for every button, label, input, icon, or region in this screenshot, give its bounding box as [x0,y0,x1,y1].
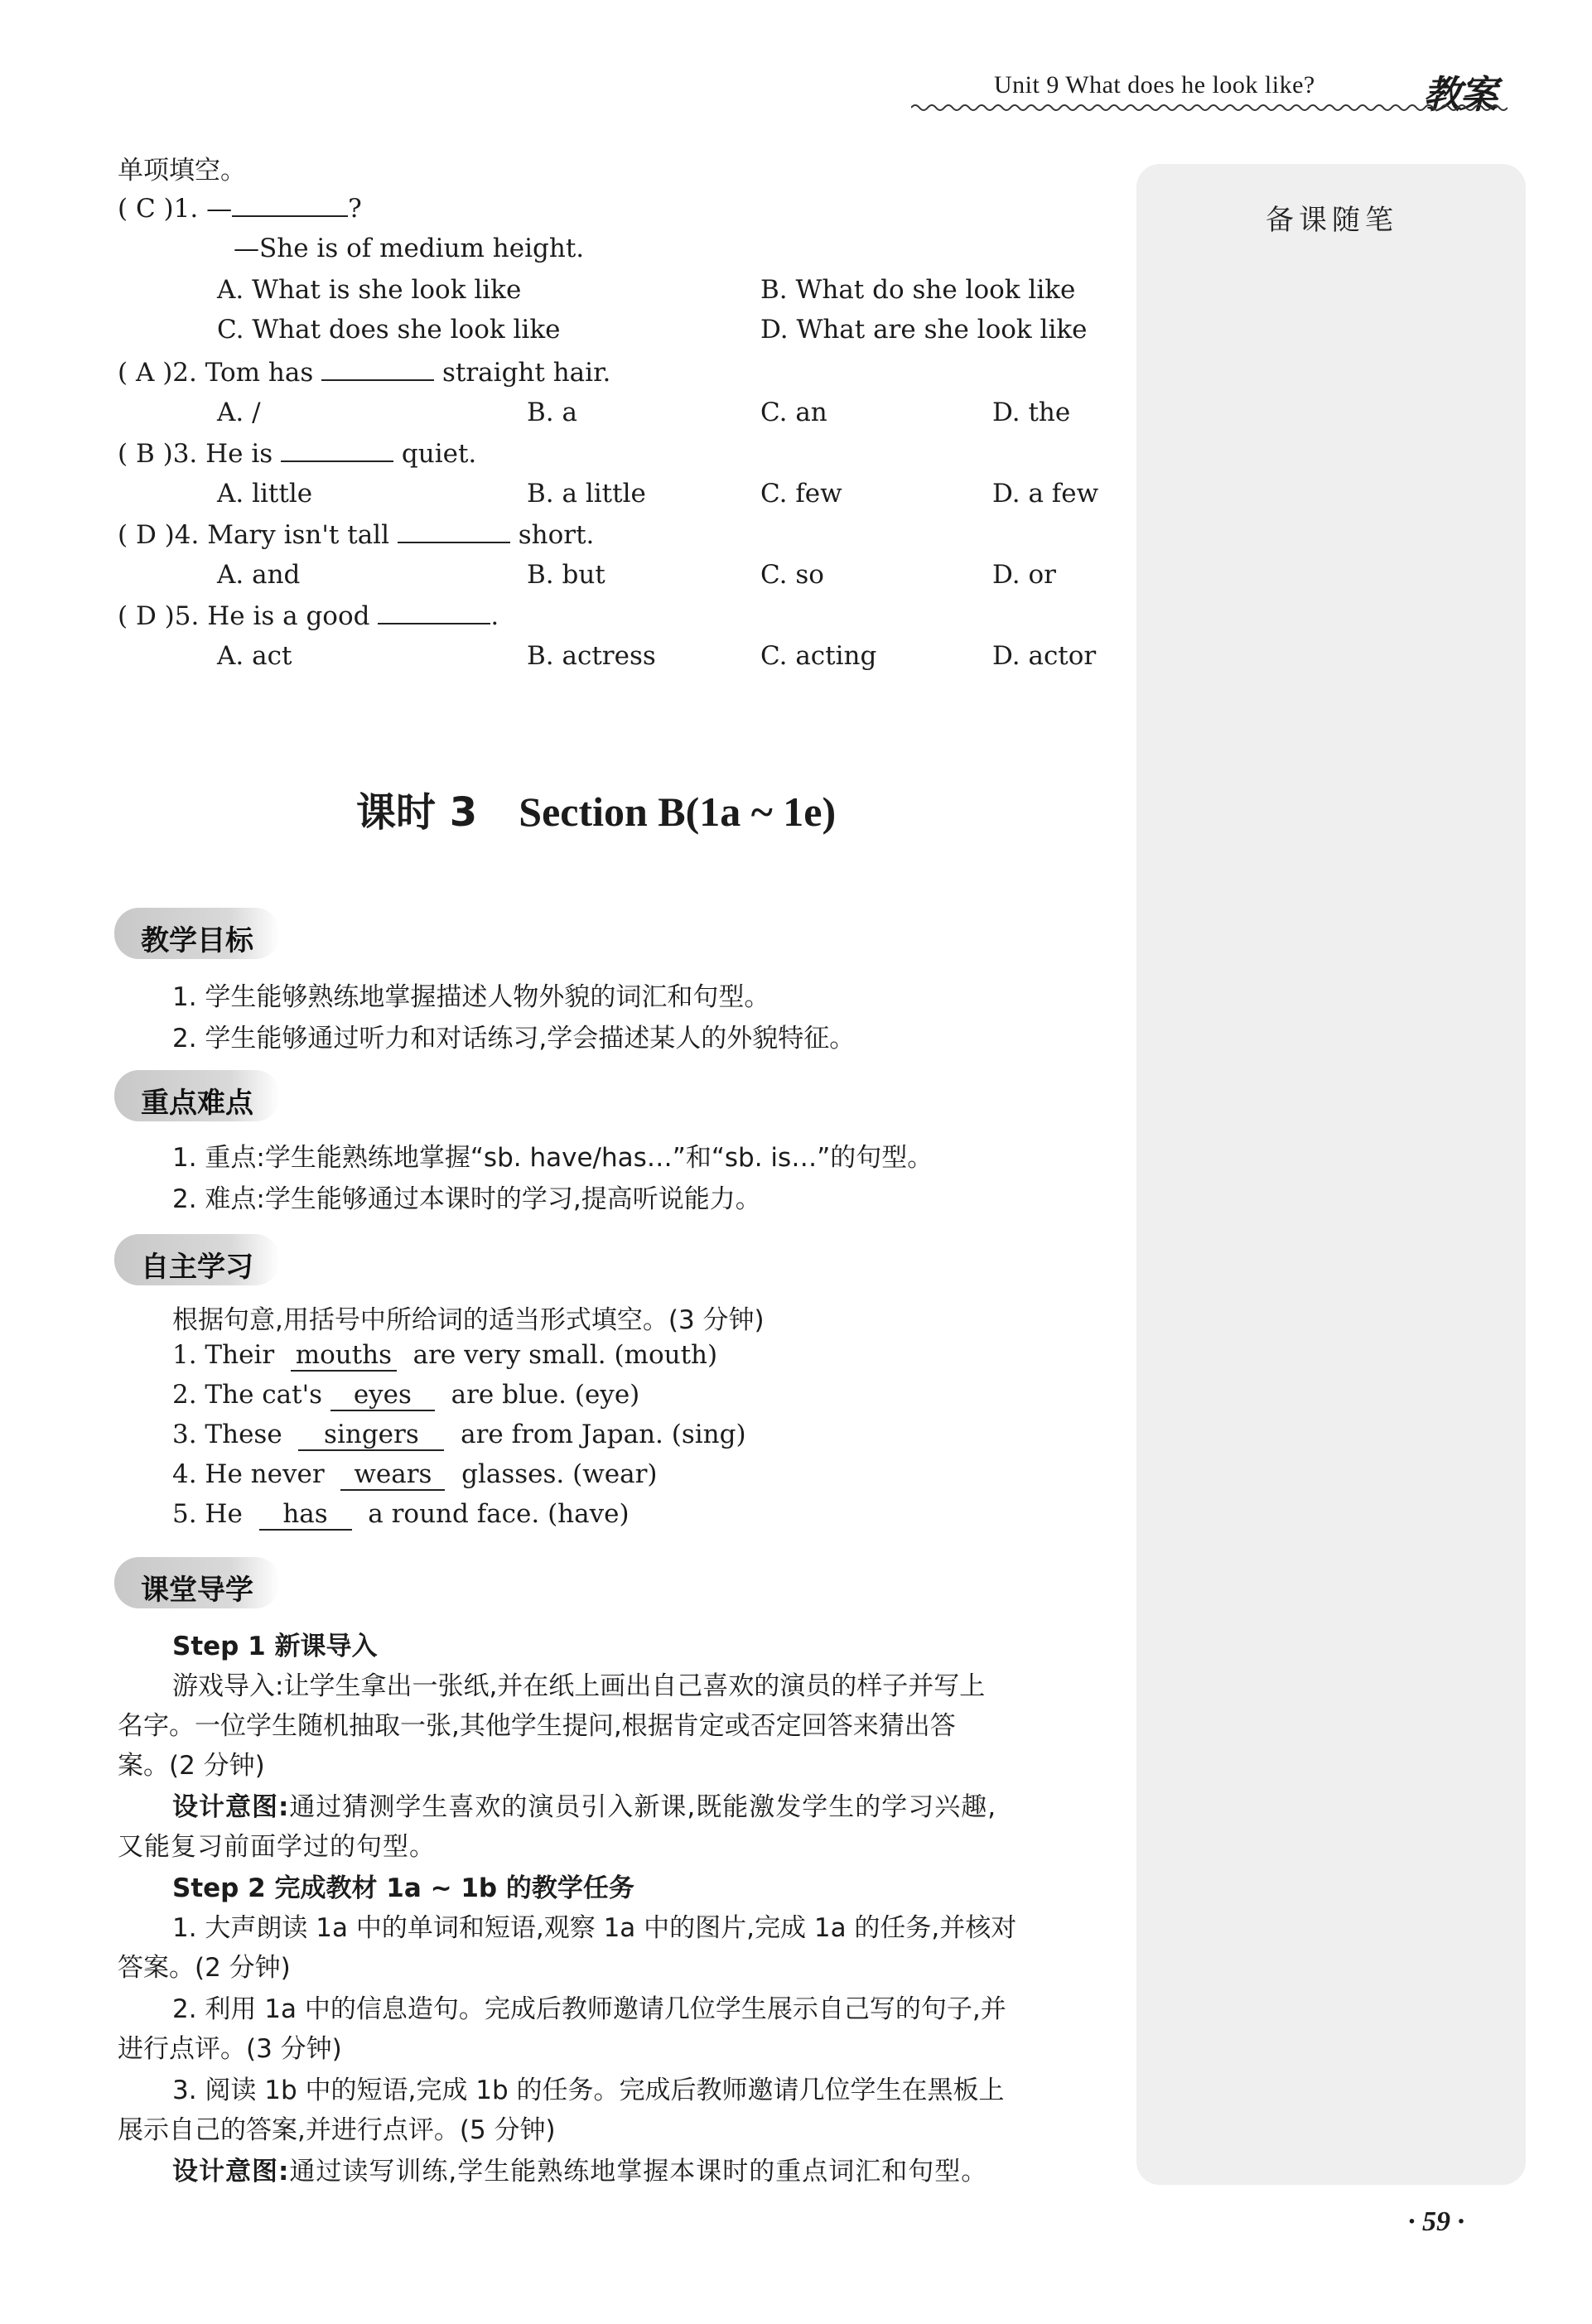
answer-key: D [135,520,157,550]
step-1-line: 名字。一位学生随机抽取一张,其他学生提问,根据肯定或否定回答来猜出答 [118,1711,956,1741]
step-1-title: Step 1 新课导入 [172,1632,378,1661]
step-2-line: 3. 阅读 1b 中的短语,完成 1b 的任务。完成后教师邀请几位学生在黑板上 [172,2076,1005,2105]
answer-key: D [135,601,157,631]
keypoint-item: 1. 重点:学生能熟练地掌握“sb. have/has…”和“sb. is…”的句型。 [172,1143,933,1173]
fill-item: 1. Their mouths are very small. (mouth) [172,1340,718,1370]
answer-blank [398,518,510,543]
exercise-heading: 单项填空。 [118,156,246,186]
option: C. acting [760,641,877,671]
keypoint-item: 2. 难点:学生能够通过本课时的学习,提高听说能力。 [172,1184,761,1214]
fill-item: 4. He never wears glasses. (wear) [172,1459,658,1489]
question-3: ( B )3. He is quiet. [118,439,477,469]
answer-blank [378,600,490,624]
step-2-line: 1. 大声朗读 1a 中的单词和短语,观察 1a 中的图片,完成 1a 的任务,并核对 [172,1913,1017,1943]
lesson-title: 课时 3 Section B(1a ~ 1e) [356,788,837,836]
step-2-line: 2. 利用 1a 中的信息造句。完成后教师邀请几位学生展示自己写的句子,并 [172,1994,1006,2024]
step-1-line: 案。(2 分钟) [118,1751,265,1781]
option: B. but [527,560,605,590]
fill-answer: mouths [291,1340,397,1372]
question-1: ( C )1. — ? [118,194,362,224]
fill-item: 5. He has a round face. (have) [172,1499,630,1529]
step-1-line: 游戏导入:让学生拿出一张纸,并在纸上画出自己喜欢的演员的样子并写上 [172,1671,986,1701]
question-5: ( D )5. He is a good . [118,601,499,631]
step-2-line: 答案。(2 分钟) [118,1953,291,1983]
fill-item: 2. The cat's eyes are blue. (eye) [172,1380,640,1410]
answer-blank [232,192,348,217]
option: A. act [217,641,292,671]
question-4: ( D )4. Mary isn't tall short. [118,520,595,550]
answer-key: C [135,194,156,224]
option: C. so [760,560,824,590]
option: D. actor [992,641,1097,671]
option: C. an [760,398,827,427]
answer-key: A [135,358,155,388]
option: C. What does she look like [217,315,561,345]
section-tag-selfstudy: 自主学习 [114,1234,280,1285]
goal-item: 2. 学生能够通过听力和对话练习,学会描述某人的外貌特征。 [172,1024,856,1054]
section-tag-classguide: 课堂导学 [114,1557,280,1608]
selfstudy-intro: 根据句意,用括号中所给词的适当形式填空。(3 分钟) [172,1305,765,1335]
notes-sidebar [1136,164,1526,2185]
option: A. little [217,479,313,509]
header-brand: 教案 [1423,72,1496,117]
answer-blank [281,437,393,462]
design-intent-2: 设计意图:通过读写训练,学生能熟练地掌握本课时的重点词汇和句型。 [172,2157,988,2187]
goal-item: 1. 学生能够熟练地掌握描述人物外貌的词汇和句型。 [172,982,770,1012]
option: B. actress [527,641,656,671]
design-intent-1: 设计意图:通过猜测学生喜欢的演员引入新课,既能激发学生的学习兴趣, [172,1792,997,1822]
answer-blank [321,356,434,381]
option: B. a [527,398,577,427]
option: A. and [217,560,301,590]
fill-answer: has [259,1499,352,1531]
step-2-title: Step 2 完成教材 1a ~ 1b 的教学任务 [172,1873,634,1903]
option: D. a few [992,479,1099,509]
fill-answer: singers [298,1420,444,1451]
option: C. few [760,479,842,509]
section-tag-goals: 教学目标 [114,908,280,959]
question-2: ( A )2. Tom has straight hair. [118,358,611,388]
option: D. the [992,398,1071,427]
option: D. or [992,560,1056,590]
option: A. What is she look like [217,275,522,305]
option: D. What are she look like [760,315,1088,345]
option: A. / [217,398,261,427]
page-number: · 59 · [1408,2206,1464,2237]
step-2-line: 展示自己的答案,并进行点评。(5 分钟) [118,2115,556,2145]
option: B. What do she look like [760,275,1076,305]
sidebar-title: 备课随笔 [1266,204,1398,237]
design-intent-1-cont: 又能复习前面学过的句型。 [118,1832,436,1862]
question-1-response: —She is of medium height. [234,234,585,263]
section-tag-keypoints: 重点难点 [114,1070,280,1121]
fill-item: 3. These singers are from Japan. (sing) [172,1420,746,1449]
step-2-line: 进行点评。(3 分钟) [118,2034,342,2064]
option: B. a little [527,479,646,509]
header-wave-divider [911,103,1508,113]
header-unit-title: Unit 9 What does he look like? [994,71,1315,99]
fill-answer: wears [340,1459,445,1491]
fill-answer: eyes [330,1380,435,1411]
answer-key: B [135,439,155,469]
